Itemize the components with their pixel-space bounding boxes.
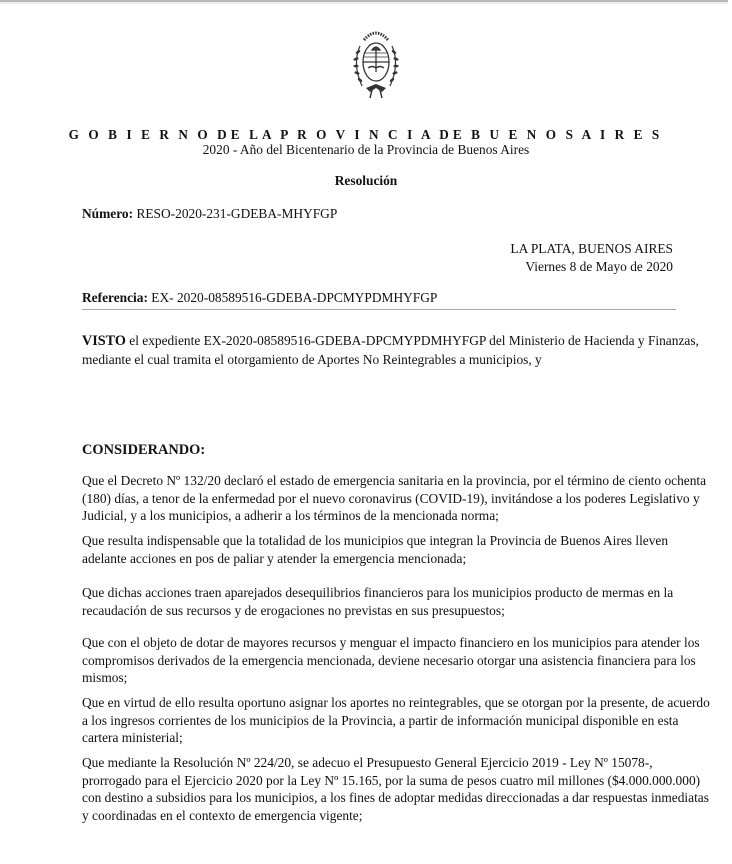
place: LA PLATA, BUENOS AIRES	[510, 241, 673, 256]
document-type: Resolución	[334, 173, 398, 188]
referencia-value: EX- 2020-08589516-GDEBA-DPCMYPDMHYFGP	[151, 290, 438, 305]
referencia-field	[82, 290, 437, 306]
year-motto: 2020 - Año del Bicentenario de la Provincia de Buenos Aires	[202, 142, 530, 157]
referencia-label: Referencia:	[82, 290, 148, 305]
considerando-paragraph: Que dichas acciones traen aparejados desequilibrios financieros para los municipios producto de mermas en la recaudación de sus recursos y de erogaciones no previstas en sus presupuestos;	[82, 585, 674, 618]
header-separator	[82, 309, 676, 310]
numero-field	[82, 206, 337, 222]
considerando-paragraph: Que el Decreto Nº 132/20 declaró el estado de emergencia sanitaria en la provincia, por el término de ciento ochenta (180) días, a tenor de la enfermedad por el nuevo coronavirus (COVID-19), invitándose a los poderes Legislativo y Judicial, y a los municipios, a adherir a los términos de la mencionada norma;	[82, 473, 707, 524]
place-date-block	[510, 240, 673, 276]
numero-value: RESO-2020-231-GDEBA-MHYFGP	[136, 206, 338, 221]
considerando-paragraph: Que con el objeto de dotar de mayores recursos y menguar el impacto financiero en los municipios para atender los compromisos derivados de la emergencia mencionada, deviene necesario otorgar una asistencia financiera para los mismos;	[82, 635, 700, 686]
visto-paragraph	[82, 332, 712, 368]
considerando-paragraph: Que en virtud de ello resulta oportuno asignar los aportes no reintegrables, que se otorgan por la presente, de acuerdo a los ingresos corrientes de los municipios de la Provincia, a partir de información municipal disponible en esta cartera ministerial;	[82, 695, 710, 746]
date: Viernes 8 de Mayo de 2020	[525, 259, 673, 274]
visto-text: el expediente EX-2020-08589516-GDEBA-DPCMYPDMHYFGP del Ministerio de Hacienda y Finanzas, mediante el cual tramita el otorgamiento de Aportes No Reintegrables a municipios, y	[82, 333, 699, 367]
considerando-paragraph: Que resulta indispensable que la totalidad de los municipios que integran la Provincia de Buenos Aires lleven adelante acciones en pos de paliar y atender la emergencia mencionada;	[82, 533, 669, 566]
provincial-seal-icon	[344, 24, 408, 104]
considerando-heading: CONSIDERANDO:	[82, 442, 206, 458]
visto-keyword: VISTO	[82, 333, 126, 349]
top-border	[0, 0, 728, 4]
numero-label: Número:	[82, 206, 134, 221]
considerando-paragraph: Que mediante la Resolución Nº 224/20, se adecuo el Presupuesto General Ejercicio 2019 - Ley Nº 15078-, prorrogado para el Ejercicio 2020 por la Ley Nº 15.165, por la suma de pesos cuatro mil millones ($4.000.000.000) con destino a subsidios para los municipios, a los fines de adoptar medidas direccionadas a dar respuestas inmediatas y coordinadas en el contexto de emergencia vigente;	[82, 755, 709, 823]
government-title: G O B I E R N O DE LA P R O V I N C I A DE B U E N O S A I R E S	[68, 127, 664, 142]
